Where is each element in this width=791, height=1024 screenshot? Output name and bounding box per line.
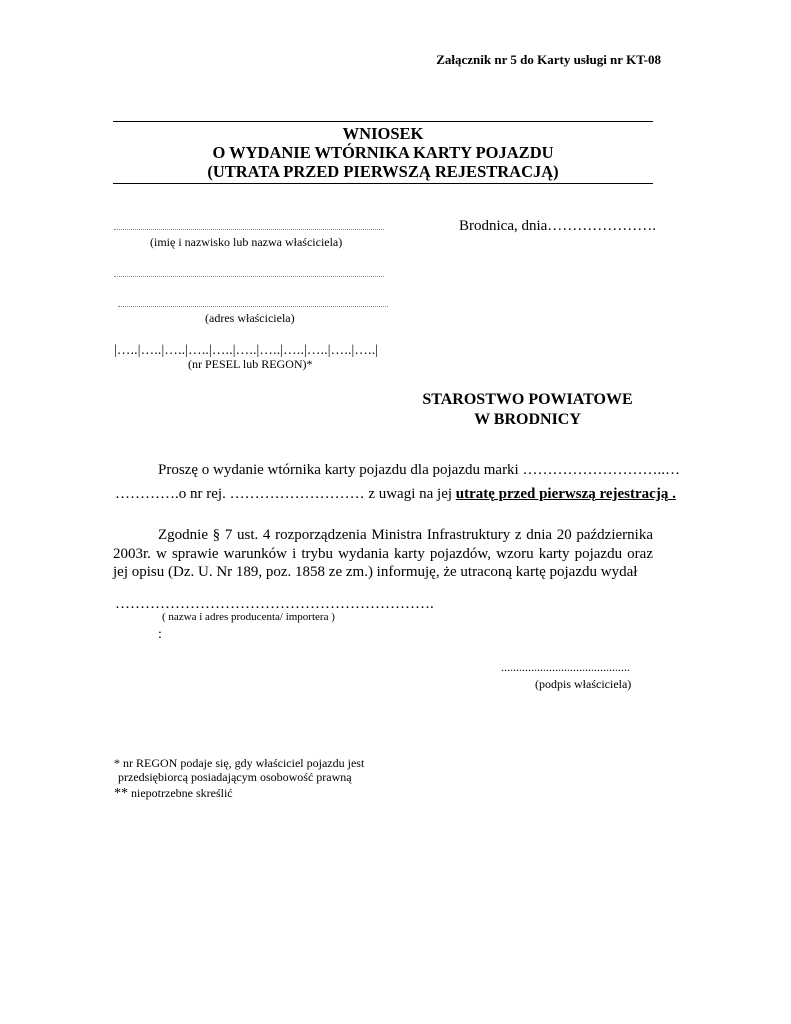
request-line-2 — [115, 486, 676, 503]
signature-field[interactable]: ........................................... — [501, 660, 630, 674]
pesel-regon-caption: (nr PESEL lub REGON)* — [188, 357, 313, 371]
footnote-1-line-1: * nr REGON podaje się, gdy właściciel pojazdu jest — [114, 756, 365, 770]
form-title — [113, 124, 653, 181]
request-reason-emphasis: utratę przed pierwszą rejestracją . — [455, 486, 676, 502]
place-date-field[interactable]: Brodnica, dnia…………………. — [459, 218, 657, 234]
title-bottom-rule — [113, 183, 653, 184]
owner-address-caption: (adres właściciela) — [205, 311, 295, 325]
addressee — [400, 390, 655, 430]
signature-caption: (podpis właściciela) — [535, 677, 632, 691]
footnote-2-mark: ** — [114, 786, 128, 801]
owner-name-field[interactable] — [114, 229, 384, 230]
owner-address-field-1[interactable] — [114, 276, 384, 277]
producer-field[interactable]: ………………………………………………………. — [115, 596, 434, 612]
title-top-rule — [113, 121, 653, 122]
legal-statement: Zgodnie § 7 ust. 4 rozporządzenia Ministra Infrastruktury z dnia 20 października 2003r. w sprawie warunków i trybu wydania karty pojazdów, wzoru karty pojazdu oraz jej opisu (Dz. U. Nr 189, poz. 1858 ze zm.) informuję, że utraconą kartę pojazdu wydał — [113, 527, 653, 580]
addressee-line-2: W BRODNICY — [474, 411, 581, 428]
title-line-3: (UTRATA PRZED PIERWSZĄ REJESTRACJĄ) — [207, 162, 559, 181]
title-line-2: O WYDANIE WTÓRNIKA KARTY POJAZDU — [212, 143, 554, 162]
footnote-1 — [114, 756, 364, 784]
footnote-1-line-2: przedsiębiorcą posiadającym osobowość prawną — [118, 770, 352, 784]
title-line-1: WNIOSEK — [342, 124, 424, 143]
owner-address-field-2[interactable] — [118, 306, 388, 307]
owner-name-caption: (imię i nazwisko lub nazwa właściciela) — [150, 235, 343, 249]
producer-caption: ( nazwa i adres producenta/ importera ) — [162, 611, 335, 623]
request-line-1: Proszę o wydanie wtórnika karty pojazdu dla pojazdu marki ………………………..… — [158, 462, 680, 478]
attachment-note: Załącznik nr 5 do Karty usługi nr KT-08 — [436, 52, 661, 67]
footnote-2-text: niepotrzebne skreślić — [131, 786, 233, 800]
footnote-2 — [114, 786, 233, 801]
pesel-regon-boxes[interactable]: |…..|…..|…..|…..|…..|…..|…..|…..|…..|…..|…..| — [114, 342, 379, 357]
producer-colon: : — [158, 627, 162, 642]
addressee-line-1: STAROSTWO POWIATOWE — [422, 391, 633, 408]
request-line-2-text: ………….o nr rej. ……………………… z uwagi na jej — [115, 486, 456, 502]
